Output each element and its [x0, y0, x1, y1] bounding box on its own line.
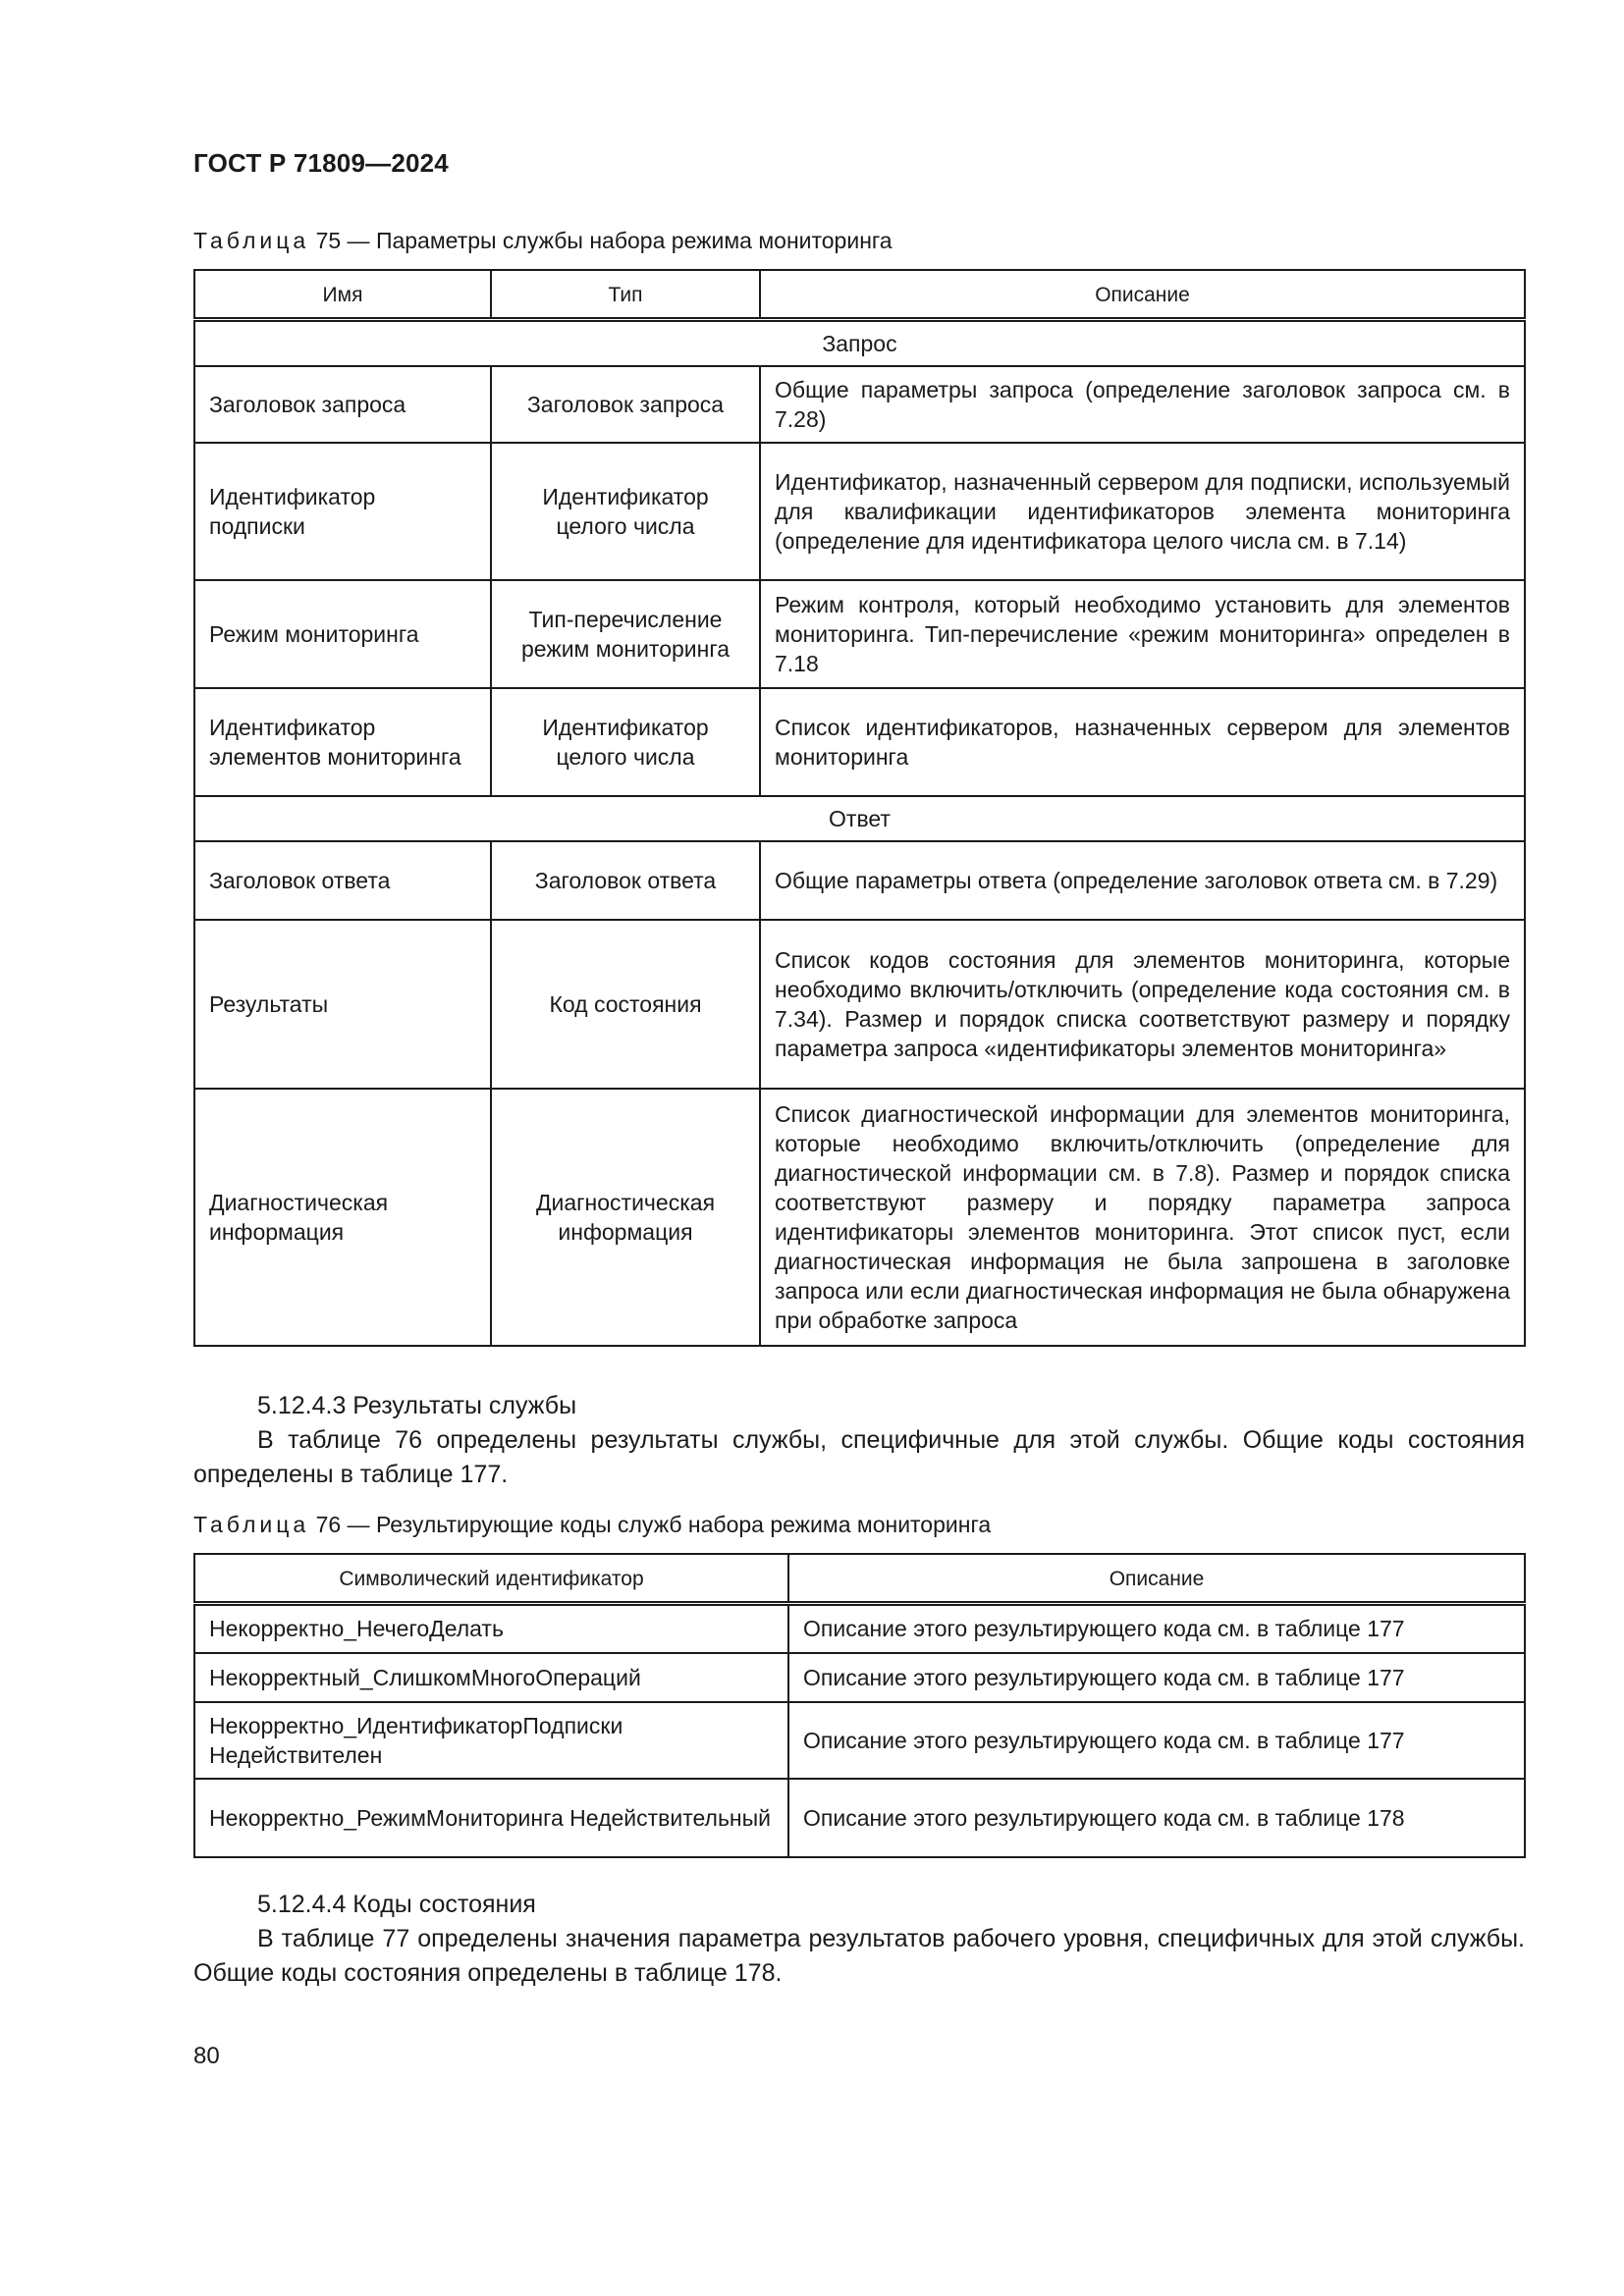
section-text-5-12-4-3: В таблице 76 определены результаты службы, специфичные для этой службы. Общие коды состояния определены в таблице 177. — [193, 1426, 1525, 1488]
param-description: Список диагностической информации для элементов мониторинга, которые необходимо включить/отключить (определение для диагностической информации см. в 7.8). Размер и порядок списка соответствуют размеру и порядку параметра запроса идентификаторы элементов мониторинга. Этот список пуст, если диагностическая информация не была запрошена в заголовке запроса или если диагностическая информация не была обнаружена при обработке запроса — [760, 1089, 1525, 1346]
param-description: Общие параметры ответа (определение заголовок ответа см. в 7.29) — [760, 841, 1525, 920]
param-name: Диагностическая информация — [194, 1089, 491, 1346]
param-type: Заголовок запроса — [491, 366, 760, 443]
result-description: Описание этого результирующего кода см. в таблице 178 — [788, 1779, 1525, 1857]
table75-caption-text: 75 — Параметры службы набора режима мониторинга — [315, 228, 893, 253]
section-label-response: Ответ — [194, 796, 1525, 841]
param-type: Диагностическая информация — [491, 1089, 760, 1346]
param-description: Режим контроля, который необходимо установить для элементов мониторинга. Тип-перечисление «режим мониторинга» определен в 7.18 — [760, 580, 1525, 688]
param-type: Заголовок ответа — [491, 841, 760, 920]
table-76 — [193, 1553, 1526, 1858]
table75-caption — [193, 228, 893, 254]
symbolic-id: Некорректно_НечегоДелать — [194, 1604, 788, 1653]
param-name: Заголовок запроса — [194, 366, 491, 443]
section-text-5-12-4-4: В таблице 77 определены значения параметра результатов рабочего уровня, специфичных для этой службы. Общие коды состояния определены в таблице 178. — [193, 1925, 1525, 1987]
table76-header-row — [194, 1554, 1525, 1604]
section-heading-5-12-4-4: 5.12.4.4 Коды состояния — [257, 1891, 536, 1918]
table-row — [194, 920, 1525, 1089]
table-row — [194, 580, 1525, 688]
table75-section-response — [194, 796, 1525, 841]
section-label-request: Запрос — [194, 320, 1525, 367]
table-row — [194, 366, 1525, 443]
table75-col-type: Тип — [491, 270, 760, 320]
section-heading-5-12-4-3: 5.12.4.3 Результаты службы — [257, 1392, 577, 1419]
param-type: Идентификатор целого числа — [491, 688, 760, 796]
param-type: Тип-перечисление режим мониторинга — [491, 580, 760, 688]
table-row — [194, 841, 1525, 920]
param-description: Идентификатор, назначенный сервером для подписки, используемый для квалификации идентификаторов элемента мониторинга (определение для идентификатора целого числа см. в 7.14) — [760, 443, 1525, 580]
table75-col-description: Описание — [760, 270, 1525, 320]
table-row — [194, 1653, 1525, 1702]
table-row — [194, 688, 1525, 796]
param-name: Идентификатор элементов мониторинга — [194, 688, 491, 796]
table75-col-name: Имя — [194, 270, 491, 320]
param-name: Режим мониторинга — [194, 580, 491, 688]
param-description: Список кодов состояния для элементов мониторинга, которые необходимо включить/отключить (определение кода состояния см. в 7.34). Размер и порядок списка соответствуют размеру и порядку параметра запроса «идентификаторы элементов мониторинга» — [760, 920, 1525, 1089]
page-number: 80 — [193, 2043, 220, 2069]
result-description: Описание этого результирующего кода см. в таблице 177 — [788, 1604, 1525, 1653]
symbolic-id: Некорректный_СлишкомМногоОпераций — [194, 1653, 788, 1702]
table-row — [194, 1604, 1525, 1653]
param-name: Заголовок ответа — [194, 841, 491, 920]
table-row — [194, 1779, 1525, 1857]
param-description: Общие параметры запроса (определение заголовок запроса см. в 7.28) — [760, 366, 1525, 443]
symbolic-id: Некорректно_РежимМониторинга Недействительный — [194, 1779, 788, 1857]
table-75 — [193, 269, 1526, 1347]
param-description: Список идентификаторов, назначенных сервером для элементов мониторинга — [760, 688, 1525, 796]
table-row — [194, 1089, 1525, 1346]
param-name: Результаты — [194, 920, 491, 1089]
result-description: Описание этого результирующего кода см. в таблице 177 — [788, 1702, 1525, 1779]
table75-caption-label: Таблица — [193, 228, 310, 253]
param-type: Код состояния — [491, 920, 760, 1089]
table76-caption-label: Таблица — [193, 1512, 310, 1537]
result-description: Описание этого результирующего кода см. в таблице 177 — [788, 1653, 1525, 1702]
table-row — [194, 443, 1525, 580]
table76-col-identifier: Символический идентификатор — [194, 1554, 788, 1604]
table75-header-row — [194, 270, 1525, 320]
symbolic-id: Некорректно_ИдентификаторПодписки Недействителен — [194, 1702, 788, 1779]
table-row — [194, 1702, 1525, 1779]
table76-caption-text: 76 — Результирующие коды служб набора режима мониторинга — [315, 1512, 992, 1537]
table75-section-request — [194, 320, 1525, 367]
table76-col-description: Описание — [788, 1554, 1525, 1604]
param-type: Идентификатор целого числа — [491, 443, 760, 580]
param-name: Идентификатор подписки — [194, 443, 491, 580]
table76-caption — [193, 1512, 991, 1538]
document-code-header: ГОСТ Р 71809—2024 — [193, 148, 449, 178]
